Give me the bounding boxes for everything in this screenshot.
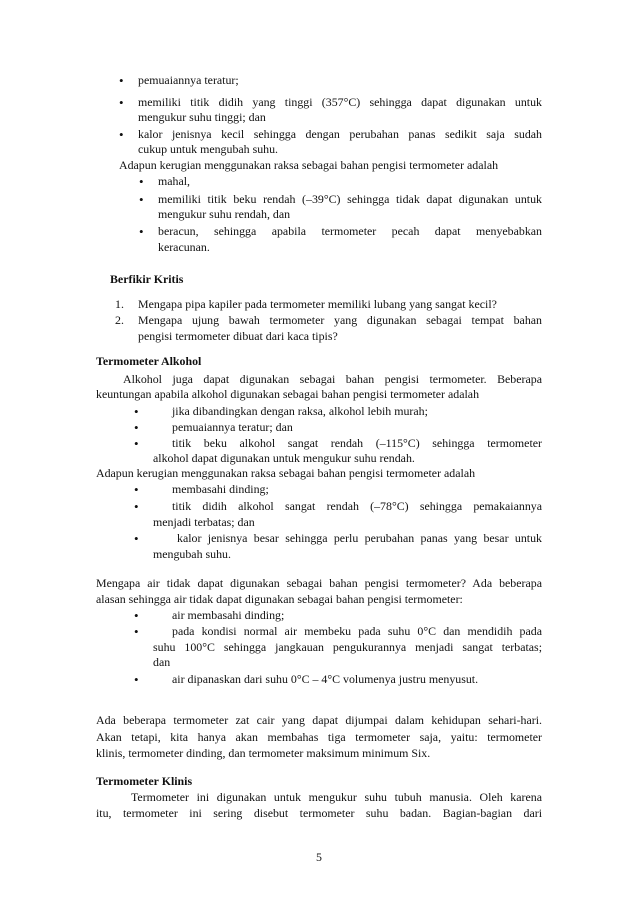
bullet-icon: •: [139, 174, 144, 189]
list-number: 2.: [115, 313, 124, 327]
list-item-continued: dan: [153, 655, 171, 669]
list-item: kalor jenisnya besar sehingga perlu perubahan panas yang besar untuk: [177, 531, 542, 545]
list-item-continued: menjadi terbatas; dan: [153, 515, 255, 529]
list-item-continued: suhu 100°C sehingga jangkauan pengukurannya menjadi sangat terbatas;: [153, 640, 542, 654]
bullet-icon: •: [134, 404, 139, 419]
list-item: kalor jenisnya kecil sehingga dengan perubahan panas sedikit saja sudah: [138, 127, 542, 141]
list-item-continued: mengubah suhu.: [153, 547, 231, 561]
list-item-continued: mengukur suhu rendah, dan: [158, 207, 291, 221]
paragraph-line: keuntungan apabila alkohol digunakan sebagai bahan pengisi termometer adalah: [96, 387, 480, 401]
paragraph-line: itu, termometer ini sering disebut termometer suhu badan. Bagian-bagian dari: [96, 806, 542, 820]
paragraph: Adapun kerugian menggunakan raksa sebagai bahan pengisi termometer adalah: [119, 158, 499, 172]
list-item: titik didih alkohol sangat rendah (–78°C) sehingga pemakaiannya: [172, 499, 542, 513]
bullet-icon: •: [134, 499, 139, 514]
bullet-icon: •: [139, 192, 144, 207]
question: Mengapa ujung bawah termometer yang digunakan sebagai tempat bahan: [138, 313, 542, 327]
section-heading: Berfikir Kritis: [110, 272, 184, 286]
bullet-icon: •: [119, 95, 124, 110]
paragraph: Adapun kerugian menggunakan raksa sebagai bahan pengisi termometer adalah: [96, 466, 476, 480]
paragraph-line: Alkohol juga dapat digunakan sebagai bahan pengisi termometer. Beberapa: [123, 372, 542, 386]
list-item: air dipanaskan dari suhu 0°C – 4°C volumenya justru menyusut.: [172, 672, 479, 686]
paragraph-line: alasan sehingga air tidak dapat digunakan sebagai bahan pengisi termometer:: [96, 592, 463, 606]
paragraph-line: Ada beberapa termometer zat cair yang dapat dijumpai dalam kehidupan sehari-hari.: [96, 713, 542, 727]
question-continued: pengisi termometer dibuat dari kaca tipis?: [138, 329, 338, 343]
list-item: pada kondisi normal air membeku pada suhu 0°C dan mendidih pada: [172, 624, 542, 638]
list-item-continued: keracunan.: [158, 240, 210, 254]
list-item: pemuaiannya teratur; dan: [172, 420, 293, 434]
list-item: jika dibandingkan dengan raksa, alkohol lebih murah;: [172, 404, 428, 418]
list-item: beracun, sehingga apabila termometer pecah dapat menyebabkan: [158, 224, 542, 238]
list-item: pemuaiannya teratur;: [138, 73, 239, 87]
paragraph-line: Mengapa air tidak dapat digunakan sebagai bahan pengisi termometer? Ada beberapa: [96, 576, 542, 590]
bullet-icon: •: [134, 672, 139, 687]
list-item: memiliki titik beku rendah (–39°C) sehingga tidak dapat digunakan untuk: [158, 192, 542, 206]
list-item-continued: cukup untuk mengubah suhu.: [138, 142, 279, 156]
list-item: air membasahi dinding;: [172, 608, 285, 622]
list-item: membasahi dinding;: [172, 482, 269, 496]
bullet-icon: •: [134, 608, 139, 623]
list-item: memiliki titik didih yang tinggi (357°C) sehingga dapat digunakan untuk: [138, 95, 542, 109]
bullet-icon: •: [134, 482, 139, 497]
list-item-continued: alkohol dapat digunakan untuk mengukur suhu rendah.: [153, 451, 415, 465]
list-item-continued: mengukur suhu tinggi; dan: [138, 110, 266, 124]
bullet-icon: •: [134, 531, 139, 546]
list-item: titik beku alkohol sangat rendah (–115°C) sehingga termometer: [172, 436, 542, 450]
list-item: mahal,: [158, 174, 191, 188]
bullet-icon: •: [119, 73, 124, 88]
section-heading: Termometer Alkohol: [96, 354, 202, 368]
bullet-icon: •: [139, 224, 144, 239]
paragraph-line: Akan tetapi, kita hanya akan membahas tiga termometer saja, yaitu: termometer: [96, 730, 542, 744]
question: Mengapa pipa kapiler pada termometer memiliki lubang yang sangat kecil?: [138, 297, 497, 311]
paragraph-line: klinis, termometer dinding, dan termometer maksimum minimum Six.: [96, 746, 431, 760]
bullet-icon: •: [134, 624, 139, 639]
bullet-icon: •: [134, 436, 139, 451]
bullet-icon: •: [134, 420, 139, 435]
page-number: 5: [316, 850, 322, 864]
bullet-icon: •: [119, 127, 124, 142]
section-heading: Termometer Klinis: [96, 774, 193, 788]
list-number: 1.: [115, 297, 124, 311]
paragraph-line: Termometer ini digunakan untuk mengukur suhu tubuh manusia. Oleh karena: [131, 790, 542, 804]
